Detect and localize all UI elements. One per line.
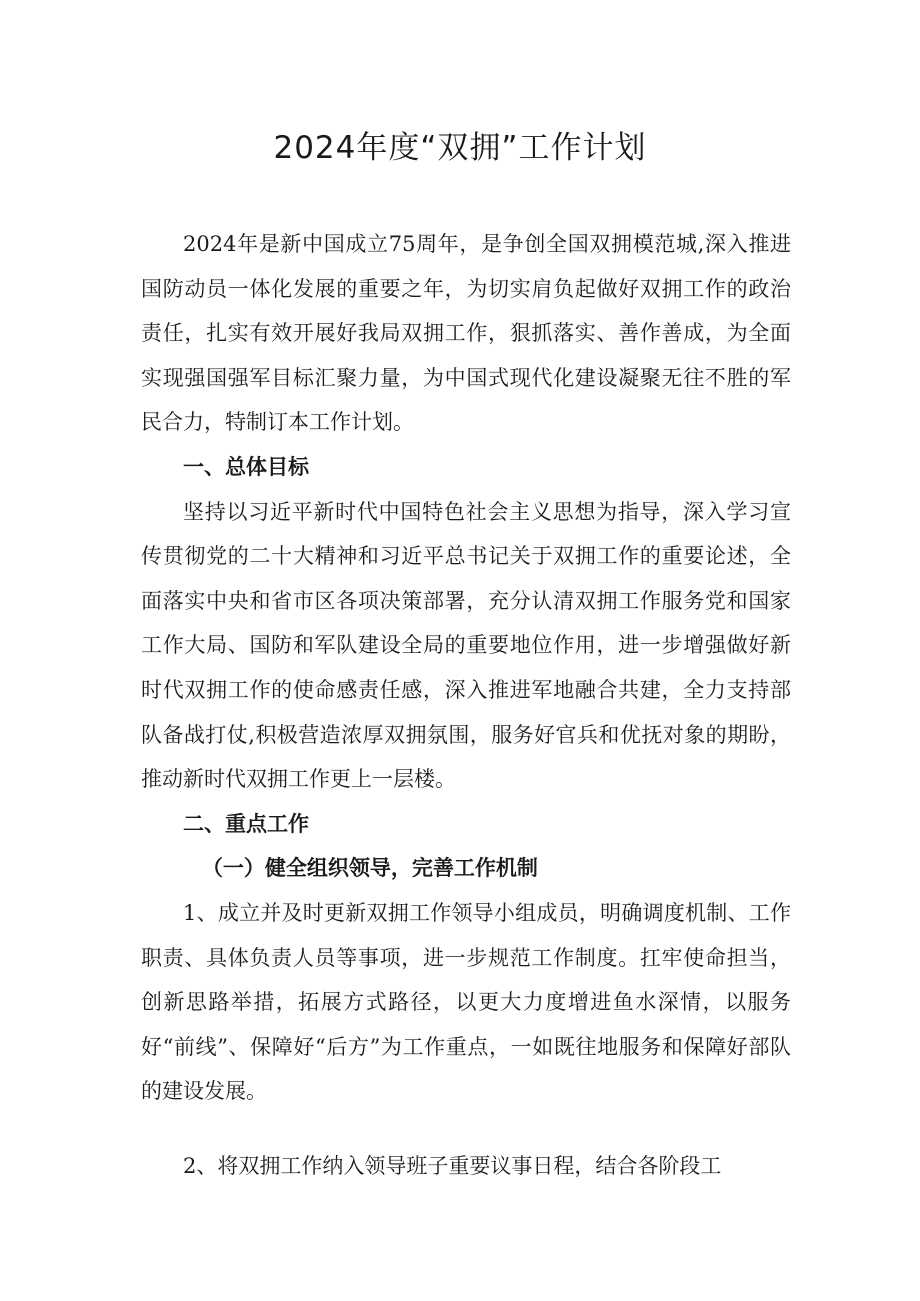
subsection-heading-organization: （一）健全组织领导，完善工作机制 xyxy=(201,855,538,881)
section-heading-overall-goal: 一、总体目标 xyxy=(183,454,309,479)
paragraph-gap xyxy=(141,1114,791,1144)
section-heading-key-work: 二、重点工作 xyxy=(183,811,309,836)
overall-goal-paragraph: 坚持以习近平新时代中国特色社会主义思想为指导，深入学习宣传贯彻党的二十大精神和习近平总书记关于双拥工作的重要论述，全面落实中央和省市区各项决策部署，充分认清双拥工作服务党和国家工作大局、国防和军队建设全局的重要地位作用，进一步增强做好新时代双拥工作的使命感责任感，深入推进军地融合共建，全力支持部队备战打仗,积极营造浓厚双拥氛围，服务好官兵和优抚对象的期盼，推动新时代双拥工作更上一层楼。 xyxy=(141,499,791,792)
intro-paragraph: 2024年是新中国成立75周年，是争创全国双拥模范城,深入推进国防动员一体化发展的重要之年，为切实肩负起做好双拥工作的政治责任，扎实有效开展好我局双拥工作，狠抓落实、善作善成，为全面实现强国强军目标汇聚力量，为中国式现代化建设凝聚无往不胜的军民合力，特制订本工作计划。 xyxy=(141,232,791,435)
item-2-paragraph: 2、将双拥工作纳入领导班子重要议事日程，结合各阶段工 xyxy=(183,1153,722,1178)
document-body xyxy=(141,222,791,1188)
item-1-paragraph: 1、成立并及时更新双拥工作领导小组成员，明确调度机制、工作职责、具体负责人员等事项，进一步规范工作制度。扛牢使命担当，创新思路举措，拓展方式路径，以更大力度增进鱼水深情，以服务好“前线”、保障好“后方”为工作重点，一如既往地服务和保障好部队的建设发展。 xyxy=(141,900,791,1104)
document-title: 2024年度“双拥”工作计划 xyxy=(273,130,647,166)
